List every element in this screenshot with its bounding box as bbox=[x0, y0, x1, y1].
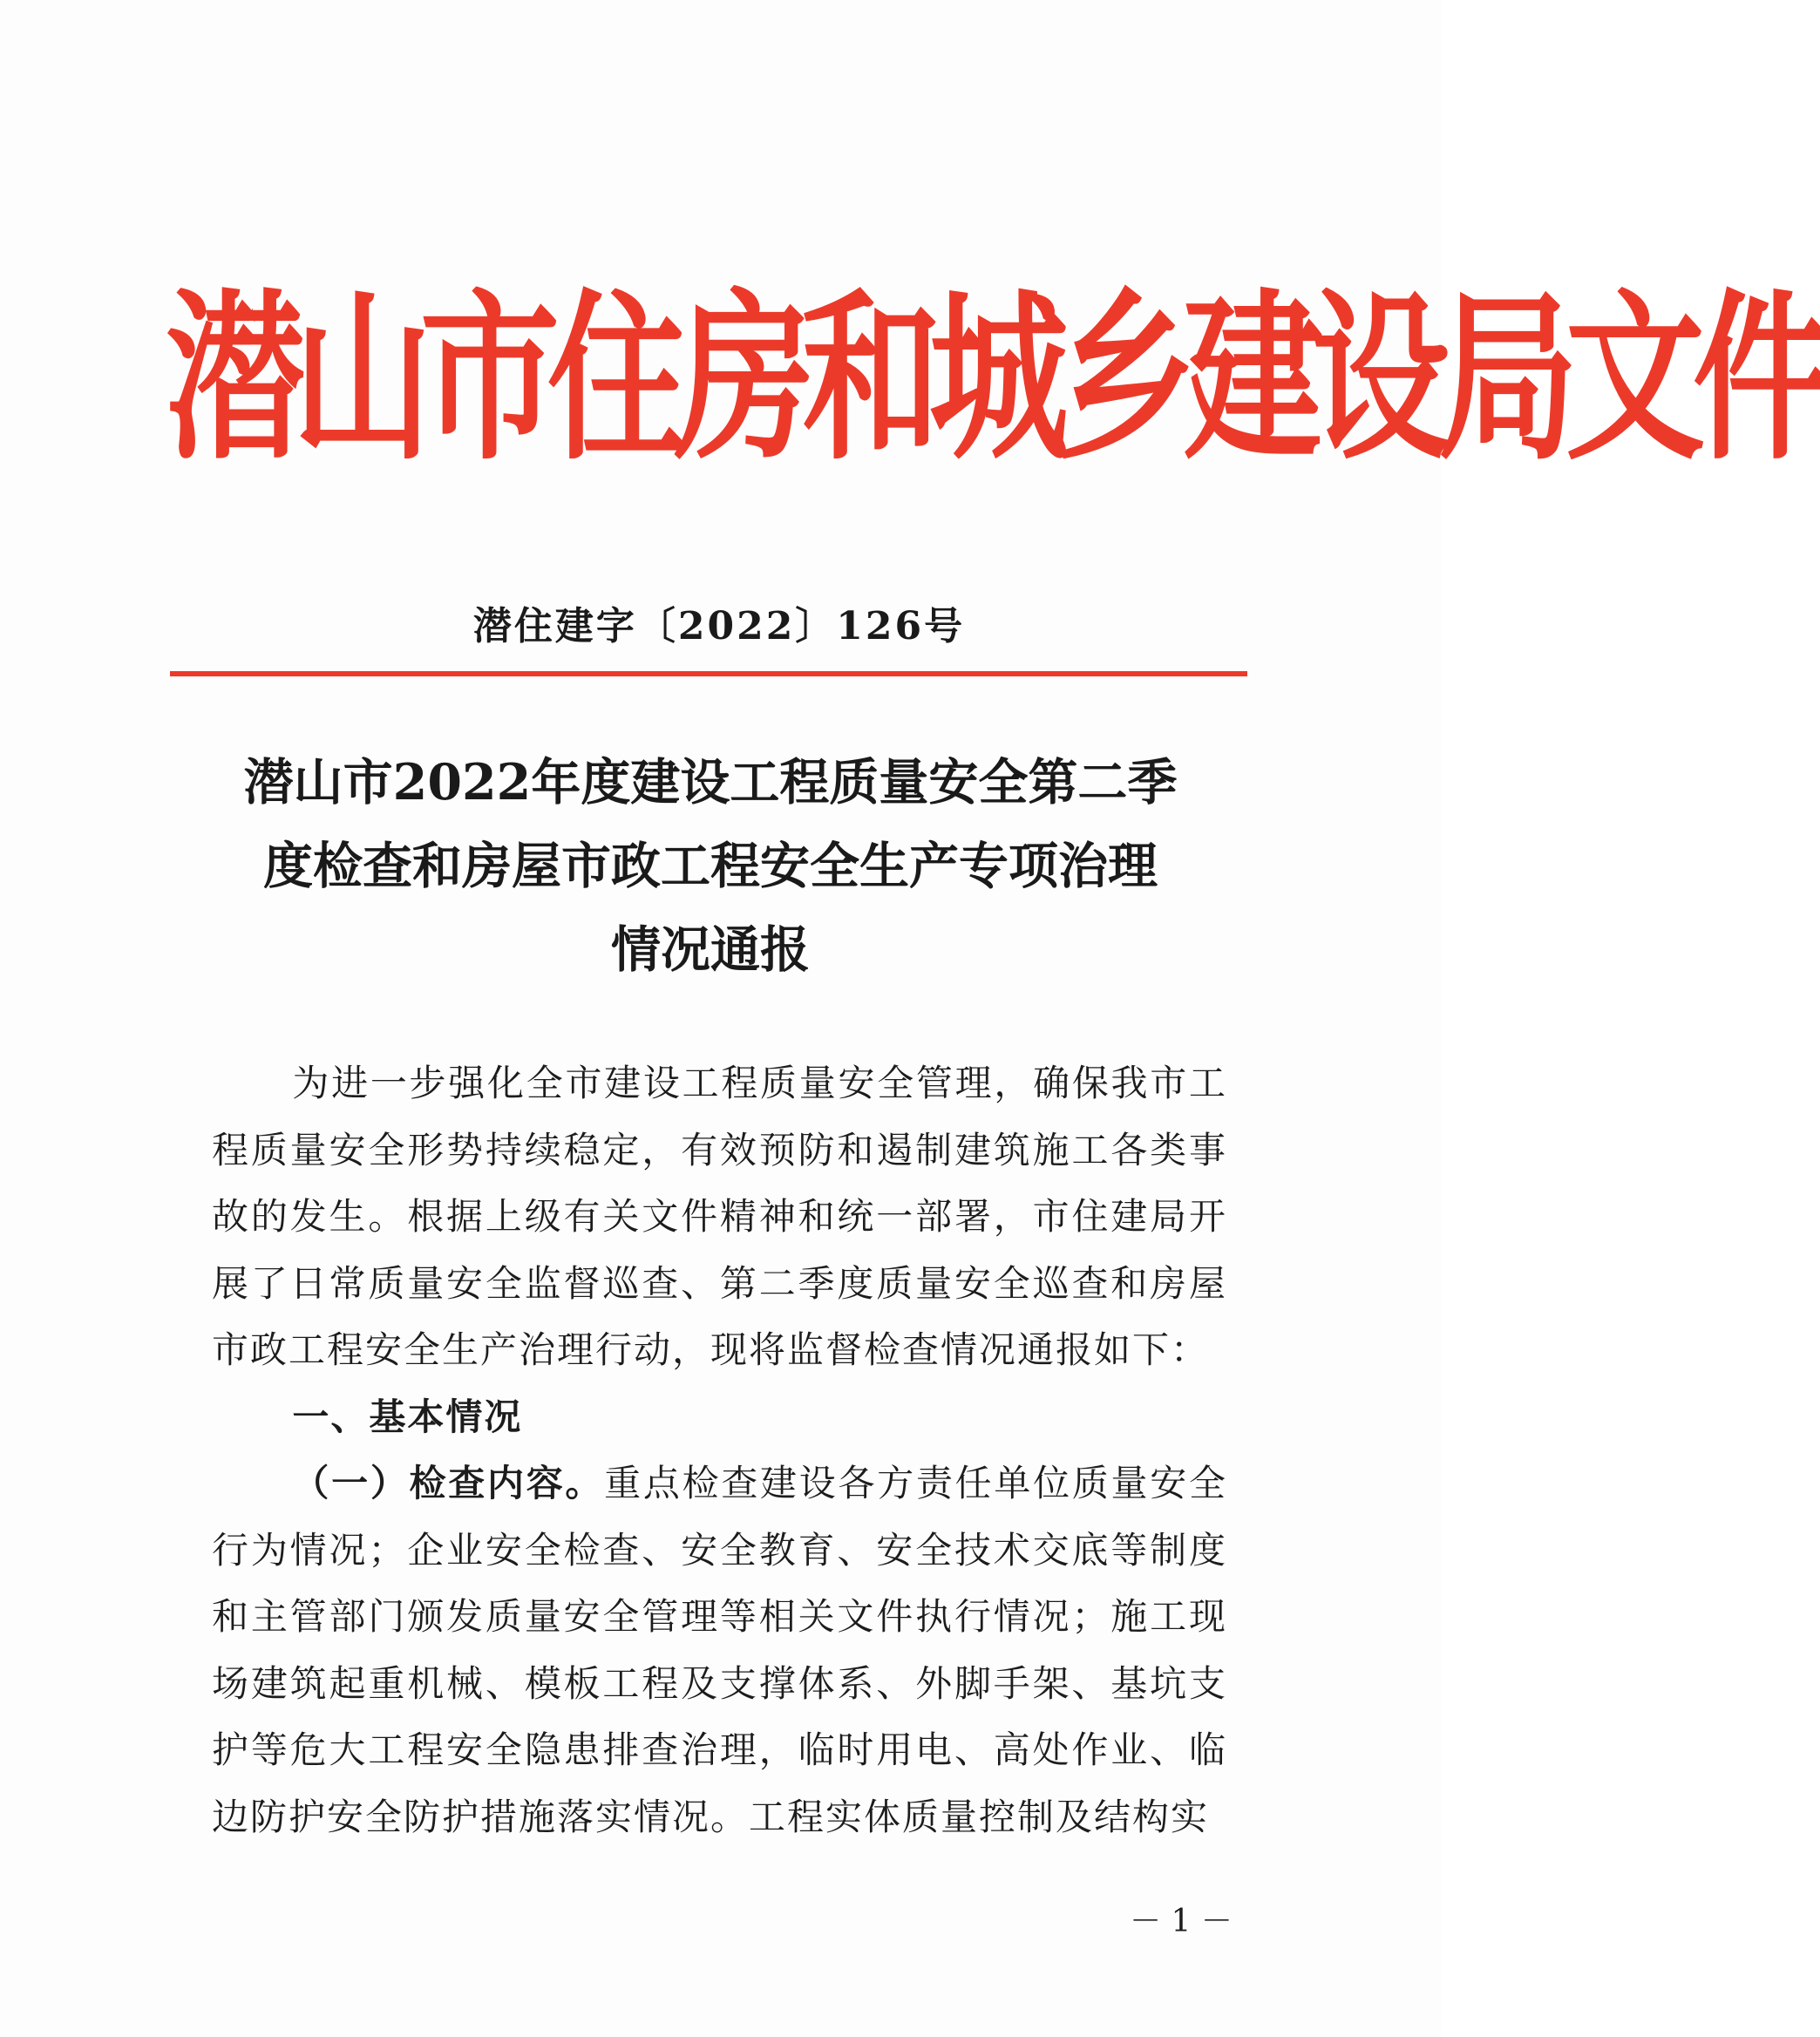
notice-title-line-1: 潜山市2022年度建设工程质量安全第二季 bbox=[243, 753, 1178, 811]
notice-title bbox=[174, 741, 1246, 992]
inspection-content-paragraph bbox=[212, 1450, 1227, 1850]
subsection-text: 重点检查建设各方责任单位质量安全行为情况；企业安全检查、安全教育、安全技术交底等制度和主管部门颁发质量安全管理等相关文件执行情况；施工现场建筑起重机械、模板工程及支撑体系、外脚手架、基坑支护等危大工程安全隐患排查治理，临时用电、高处作业、临边防护安全防护措施落实情况。工程实体质量控制及结构实 bbox=[212, 1462, 1227, 1838]
notice-body bbox=[212, 1050, 1227, 1850]
document-number: 潜住建字〔2022〕126号 bbox=[472, 604, 966, 648]
header-red-divider bbox=[170, 671, 1247, 676]
section-heading-basic-situation: 一、基本情况 bbox=[292, 1395, 523, 1438]
page-number: － 1 － bbox=[1130, 1904, 1233, 1939]
notice-title-line-2: 度检查和房屋市政工程安全生产专项治理 bbox=[263, 837, 1158, 895]
intro-paragraph: 为进一步强化全市建设工程质量安全管理，确保我市工程质量安全形势持续稳定，有效预防和遏制建筑施工各类事故的发生。根据上级有关文件精神和统一部署，市住建局开展了日常质量安全监督巡查、第二季度质量安全巡查和房屋市政工程安全生产治理行动，现将监督检查情况通报如下： bbox=[212, 1062, 1227, 1371]
org-header-title: 潜山市住房和城乡建设局文件 bbox=[166, 272, 1820, 485]
subsection-label: （一）检查内容。 bbox=[292, 1462, 605, 1504]
notice-title-line-3: 情况通报 bbox=[611, 920, 810, 979]
